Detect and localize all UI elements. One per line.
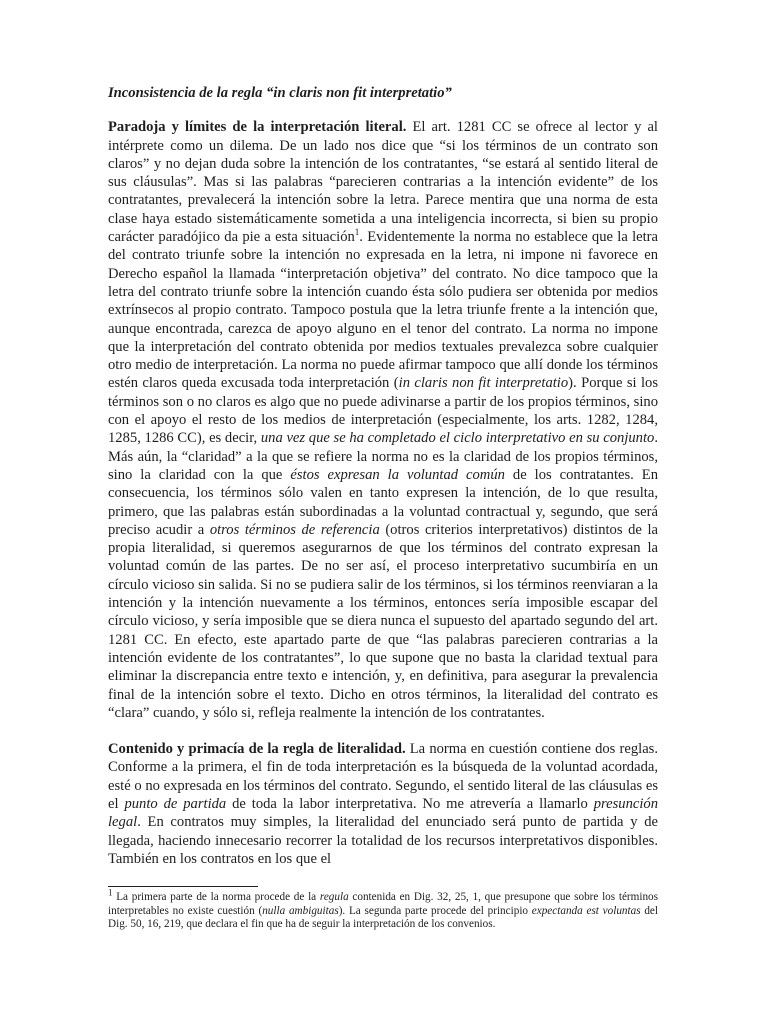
italic-text: punto de partida (124, 795, 227, 812)
footnote-text: ). La segunda parte procede del principio (338, 904, 532, 917)
footnote-reference[interactable]: 1 (354, 227, 360, 238)
footnote-text: del Dig. 50, 16, 219, que declara el fin que ha de seguir la interpretación de los convenios. (108, 904, 659, 931)
paragraph-text: de toda la labor interpretativa. No me atrevería a llamarlo (226, 795, 594, 812)
italic-text: nulla ambiguitas (262, 904, 339, 917)
paragraph-heading: Contenido y primacía de la regla de literalidad. (108, 741, 406, 758)
paragraph-heading: Paradoja y límites de la interpretación literal. (108, 119, 407, 136)
italic-text: una vez que se ha completado el ciclo interpretativo en su conjunto (260, 430, 655, 447)
italic-text: presunción legal (108, 795, 659, 831)
paragraph-text: La norma en cuestión contiene dos reglas. Conforme a la primera, el fin de toda interpretación es la búsqueda de la voluntad acordada, esté o no expresada en los términos del contrato. Segundo, el sentido literal de las cláusulas es el (108, 741, 659, 812)
italic-text: otros términos de referencia (209, 521, 380, 538)
page-title: Inconsistencia de la regla “in claris non fit interpretatio” (108, 85, 452, 101)
footnote-text: La primera parte de la norma procede de la (112, 891, 320, 904)
paragraph-text: de los contratantes. En consecuencia, los términos sólo valen en tanto expresen la intención, de lo que resulta, primero, que las palabras están subordinadas a la voluntad contractual y, segundo, que será preciso acudir a (108, 466, 658, 538)
paragraph-text: El art. 1281 CC se ofrece al lector y al intérprete como un dilema. De un lado nos dice que “si los términos de un contrato son claros” y no dejan duda sobre la intención de los contratantes, “se estará al sentido literal de sus cláusulas”. Mas si las palabras “parecieren contrarias a la intención evidente” de los contratantes, prevalecerá la intención sobre la letra. Parece mentira que una norma de esta clase haya estado sistemáticamente sometida a una inteligencia incorrecta, si bien su propio carácter paradójico da pie a esta situación (108, 119, 658, 246)
paragraph-text: . Evidentemente la norma no establece que la letra del contrato triunfe sobre la intención no expresada en la letra, ni impone ni favorece en Derecho español la llamada “interpretación objetiva” del contrato. No dice tampoco que la letra del contrato triunfe sobre la intención cuando ésta sólo pudiera ser obtenida por medios extrínsecos al propio contrato. Tampoco postula que la letra triunfe frente a la intención que, aunque encontrada, carezca de apoyo alguno en el tenor del contrato. La norma no impone que la interpretación del contrato obtenida por medios textuales prevalezca sobre cualquier otro medio de interpretación. La norma no puede afirmar tampoco que allí donde los términos estén claros queda excusada toda interpretación ( (108, 229, 658, 392)
paragraph-paradoja (108, 118, 658, 722)
footnote-divider (108, 886, 258, 887)
italic-text: in claris non fit interpretatio (398, 375, 569, 392)
italic-text: regula (319, 891, 349, 904)
footnote-text: contenida en Dig. 32, 25, 1, que presupone que sobre los términos interpretables no existe cuestión ( (108, 891, 658, 917)
footnote (108, 887, 659, 932)
paragraph-text: (otros criterios interpretativos) distintos de la propia literalidad, si queremos asegurarnos de que los términos del contrato expresan la voluntad común de las partes. De no ser así, el proceso interpretativo sucumbiría en un círculo vicioso sin salida. Si no se pudiera salir de los términos, si los términos reenviaran a la intención y la intención nuevamente a los términos, entonces sería imposible escapar del círculo vicioso, y sería imposible que se diera nunca el supuesto del apartado segundo del art. 1281 CC. En efecto, este apartado parte de que “las palabras parecieren contrarias a la intención evidente de los contratantes”, lo que supone que no basta la claridad textual para eliminar la discrepancia entre texto e intención, y, en definitiva, para asegurar la prevalencia final de la intención sobre el texto. Dicho en otros términos, la literalidad del contrato es “clara” cuando, y sólo si, refleja realmente la intención de los contratantes. (108, 521, 658, 721)
footnote-mark: 1 (108, 887, 113, 898)
italic-text: éstos expresan la voluntad común (290, 466, 505, 483)
italic-text: expectanda est voluntas (531, 904, 641, 917)
paragraph-text: . En contratos muy simples, la literalidad del enunciado será punto de partida y de llegada, haciendo innecesario recorrer la totalidad de los recursos interpretativos disponibles. También en los contratos en los que el (108, 814, 658, 867)
paragraph-text: ). Porque si los términos son o no claros es algo que no puede adivinarse a partir de los propios términos, sino con el apoyo el resto de los medios de interpretación (especialmente, los arts. 1282, 1284, 1285, 1286 CC), es decir, (108, 375, 658, 447)
paragraph-text: . Más aún, la “claridad” a la que se refiere la norma no es la claridad de los propios términos, sino la claridad con la que (108, 430, 658, 483)
paragraph-contenido (108, 740, 658, 868)
